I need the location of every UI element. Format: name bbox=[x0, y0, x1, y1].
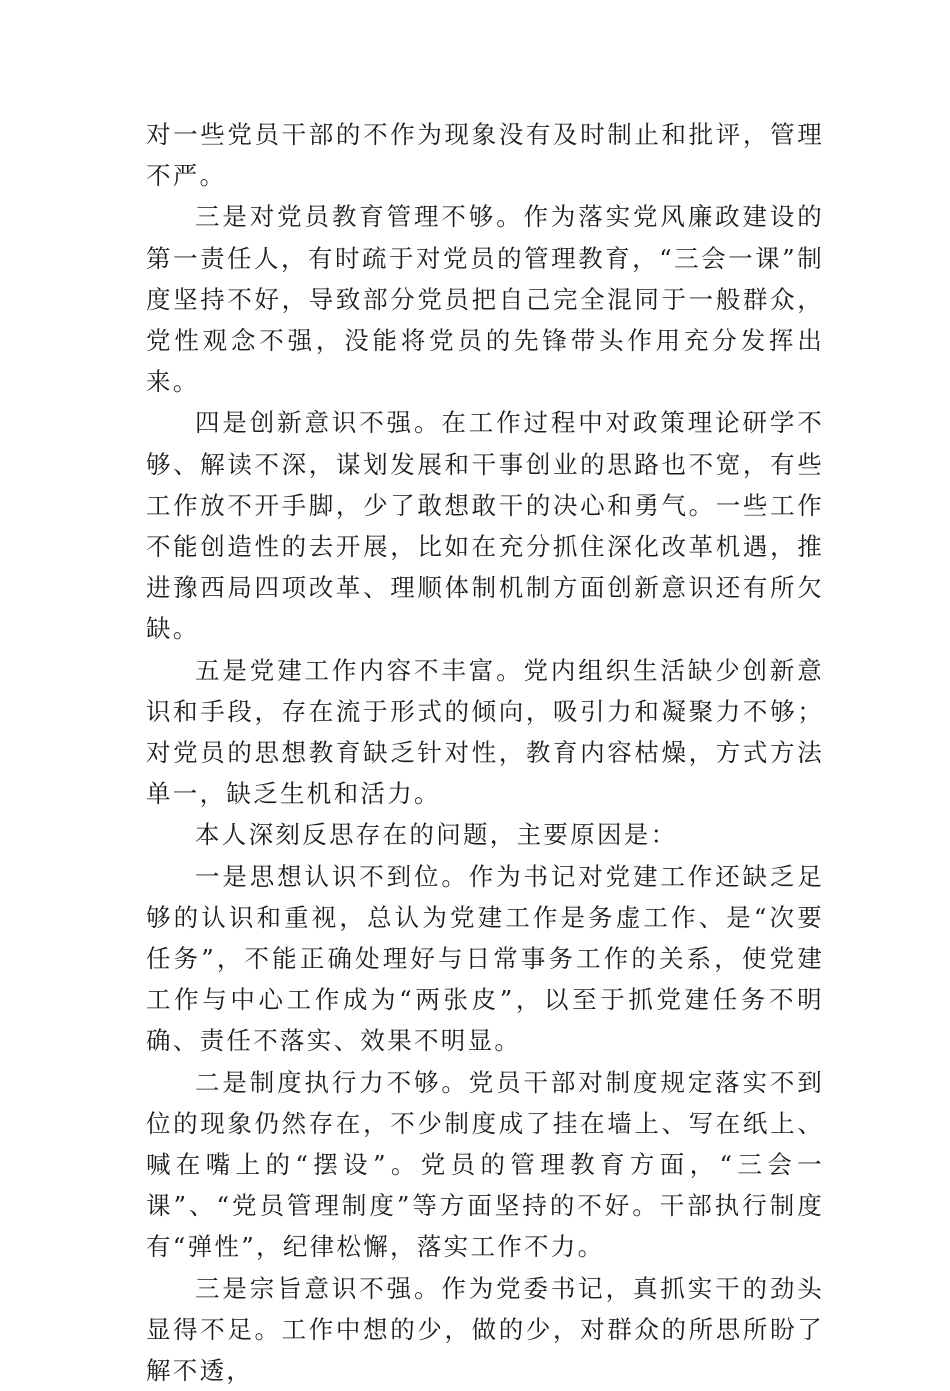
paragraph-point-three-education: 三是对党员教育管理不够。作为落实党风廉政建设的第一责任人，有时疏于对党员的管理教育，“三会一课”制度坚持不好，导致部分党员把自己完全混同于一般群众，党性观念不强，没能将党员的先锋带头作用充分发挥出来。 bbox=[146, 202, 824, 397]
paragraph-continued: 对一些党员干部的不作为现象没有及时制止和批评，管理不严。 bbox=[146, 120, 824, 191]
document-body bbox=[146, 114, 824, 1391]
paragraph-point-four-innovation: 四是创新意识不强。在工作过程中对政策理论研学不够、解读不深，谋划发展和干事创业的思路也不宽，有些工作放不开手脚，少了敢想敢干的决心和勇气。一些工作不能创造性的去开展，比如在充分抓住深化改革机遇，推进豫西局四项改革、理顺体制机制方面创新意识还有所欠缺。 bbox=[146, 408, 824, 644]
paragraph-point-five-content: 五是党建工作内容不丰富。党内组织生活缺少创新意识和手段，存在流于形式的倾向，吸引力和凝聚力不够；对党员的思想教育缺乏针对性，教育内容枯燥，方式方法单一，缺乏生机和活力。 bbox=[146, 655, 824, 809]
paragraph-reason-one: 一是思想认识不到位。作为书记对党建工作还缺乏足够的认识和重视，总认为党建工作是务虚工作、是“次要任务”，不能正确处理好与日常事务工作的关系，使党建工作与中心工作成为“两张皮”，以至于抓党建任务不明确、责任不落实、效果不明显。 bbox=[146, 861, 824, 1056]
paragraph-reason-three: 三是宗旨意识不强。作为党委书记，真抓实干的劲头显得不足。工作中想的少，做的少，对群众的所思所盼了解不透， bbox=[146, 1273, 824, 1386]
paragraph-reflection-intro: 本人深刻反思存在的问题，主要原因是： bbox=[195, 820, 678, 850]
paragraph-reason-two: 二是制度执行力不够。党员干部对制度规定落实不到位的现象仍然存在，不少制度成了挂在墙上、写在纸上、喊在嘴上的“摆设”。党员的管理教育方面，“三会一课”、“党员管理制度”等方面坚持的不好。干部执行制度有“弹性”，纪律松懈，落实工作不力。 bbox=[146, 1067, 824, 1262]
